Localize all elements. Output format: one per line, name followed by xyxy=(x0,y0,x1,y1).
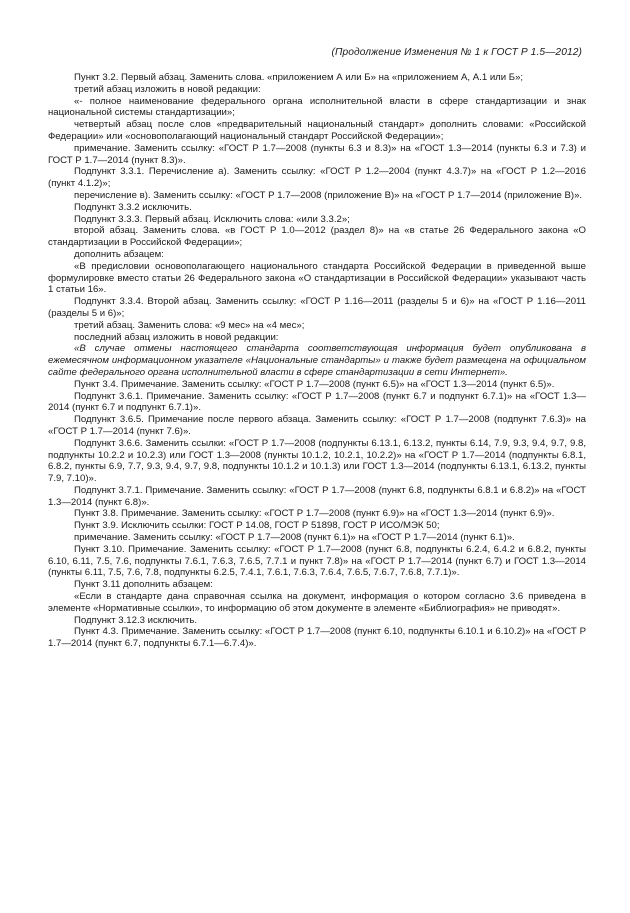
paragraph: Пункт 3.8. Примечание. Заменить ссылку: «ГОСТ Р 1.7—2008 (пункт 6.9)» на «ГОСТ 1.3—2014 (пункт 6.9)». xyxy=(74,508,555,520)
paragraph: Подпункт 3.3.3. Первый абзац. Исключить слова: «или 3.3.2»; xyxy=(74,213,350,225)
document-body xyxy=(48,72,586,650)
paragraph: дополнить абзацем: xyxy=(74,248,164,260)
paragraph: Подпункт 3.3.1. Перечисление а). Заменить ссылку: «ГОСТ Р 1.2—2004 (пункт 4.3.7)» на «ГОСТ Р 1.2—2016 (пункт 4.1.2)»; xyxy=(48,166,586,190)
paragraph: Подпункт 3.6.6. Заменить ссылки: «ГОСТ Р 1.7—2008 (подпункты 6.13.1, 6.13.2, пункты 6.14, 7.9, 9.3, 9.4, 9.7, 9.8, подпункты 10.2.2 и 10.2.3) или ГОСТ 1.3—2008 (пункты 10.1.2, 10.2.1, 10.2.2)» на «ГОСТ Р 1.7—2014 (подпункты 6.8.1, 6.8.2, пункты 6.9, 7.7, 9.3, 9.4, 9.7, 9.8, подпункты 10.1.2 и 10.1.3) или ГОСТ 1.3—2014 (подпункты 6.13.1, 6.13.2, пункты 7.9, 7.10)». xyxy=(48,437,586,485)
paragraph: «- полное наименование федерального органа исполнительной власти в сфере стандартизации и знак национальной системы стандартизации»; xyxy=(48,95,586,119)
paragraph: Пункт 3.2. Первый абзац. Заменить слова. «приложением А или Б» на «приложением А, А.1 или Б»; xyxy=(74,72,524,83)
paragraph: второй абзац. Заменить слова. «в ГОСТ Р 1.0—2012 (раздел 8)» на «в статье 26 Федерального закона «О стандартизации в Российской Федерации»; xyxy=(48,225,586,249)
paragraph: последний абзац изложить в новой редакции: xyxy=(74,331,279,343)
paragraph: четвертый абзац после слов «предварительный национальный стандарт» дополнить словами: «Российской Федерации» или «основополагающий национальный стандарт Российской Федерации»; xyxy=(48,119,586,142)
paragraph: «Если в стандарте дана справочная ссылка на документ, информация о котором согласно 3.6 приведена в элементе «Нормативные ссылки», то информацию об этом документе в элементе «Библиография» не приводят». xyxy=(48,591,586,614)
paragraph: Подпункт 3.6.5. Примечание после первого абзаца. Заменить ссылку: «ГОСТ Р 1.7—2008 (подпункт 7.6.3)» на «ГОСТ Р 1.7—2014 (пункт 7.6)». xyxy=(48,414,586,437)
paragraph: Пункт 3.10. Примечание. Заменить ссылку: «ГОСТ Р 1.7—2008 (пункт 6.8, подпункты 6.2.4, 6.4.2 и 6.8.2, пункты 6.10, 6.11, 7.5, 7.6, подпункты 7.6.1, 7.6.3, 7.6.5, 7.7.1 и пункт 7.8)» на «ГОСТ Р 1.7—2014 (пункт 6.7) и ГОСТ 1.3—2014 (пункты 6.11, 7.5, 7.6, 7.8, подпункты 6.2.5, 7.4.1, 7.6.1, 7.6.3, 7.6.4, 7.6.5, 7.6.7, 7.6.8, 7.7.1)». xyxy=(48,543,586,579)
paragraph: Пункт 3.9. Исключить ссылки: ГОСТ Р 14.08, ГОСТ Р 51898, ГОСТ Р ИСО/МЭК 50; xyxy=(74,520,440,532)
paragraph: Пункт 4.3. Примечание. Заменить ссылку: «ГОСТ Р 1.7—2008 (пункт 6.10, подпункты 6.10.1 и 6.10.2)» на «ГОСТ Р 1.7—2014 (пункт 6.7, подпункты 6.7.1—6.7.4)». xyxy=(48,626,586,650)
paragraph: Пункт 3.4. Примечание. Заменить ссылку: «ГОСТ Р 1.7—2008 (пункт 6.5)» на «ГОСТ 1.3—2014 (пункт 6.5)». xyxy=(74,378,555,390)
paragraph: примечание. Заменить ссылку: «ГОСТ Р 1.7—2008 (пункты 6.3 и 8.3)» на «ГОСТ 1.3—2014 (пункты 6.3 и 7.3) и ГОСТ Р 1.7—2014 (пункт 8.3)». xyxy=(48,142,586,166)
paragraph: Пункт 3.11 дополнить абзацем: xyxy=(74,579,213,591)
paragraph: Подпункт 3.7.1. Примечание. Заменить ссылку: «ГОСТ Р 1.7—2008 (пункт 6.8, подпункты 6.8.1 и 6.8.2)» на «ГОСТ 1.3—2014 (пункт 6.8)». xyxy=(48,484,586,508)
paragraph: Подпункт 3.3.2 исключить. xyxy=(74,201,192,213)
paragraph: «В случае отмены настоящего стандарта соответствующая информация будет опубликована в ежемесячном информационном указателе «Национальные стандарты» и также будет размещена на официальном сайте федерального органа исполнительной власти в сфере стандартизации в сети Интернет». xyxy=(48,343,586,378)
paragraph: Подпункт 3.3.4. Второй абзац. Заменить ссылку: «ГОСТ Р 1.16—2011 (разделы 5 и 6)» на «ГОСТ Р 1.16—2011 (разделы 5 и 6)»; xyxy=(48,296,586,319)
paragraph: третий абзац изложить в новой редакции: xyxy=(74,83,261,95)
paragraph: примечание. Заменить ссылку: «ГОСТ Р 1.7—2008 (пункт 6.1)» на «ГОСТ Р 1.7—2014 (пункт 6.1)». xyxy=(74,532,515,544)
paragraph: «В предисловии основополагающего национального стандарта Российской Федерации в приведенной выше формулировке вместо статьи 26 Федерального закона «О стандартизации в Российской Федерации» указывают часть 1 статьи 16». xyxy=(48,260,586,296)
paragraph: третий абзац. Заменить слова: «9 мес» на «4 мес»; xyxy=(74,319,305,331)
paragraph: Подпункт 3.6.1. Примечание. Заменить ссылку: «ГОСТ Р 1.7—2008 (пункт 6.7 и подпункт 6.7.1)» на «ГОСТ 1.3—2014 (пункт 6.7 и подпункт 6.7.1)». xyxy=(48,390,586,414)
paragraph: Подпункт 3.12.3 исключить. xyxy=(74,614,198,626)
page-header: (Продолжение Изменения № 1 к ГОСТ Р 1.5—2012) xyxy=(331,47,582,58)
paragraph: перечисление в). Заменить ссылку: «ГОСТ Р 1.7—2008 (приложение В)» на «ГОСТ Р 1.7—2014 (приложение В)». xyxy=(74,189,583,201)
